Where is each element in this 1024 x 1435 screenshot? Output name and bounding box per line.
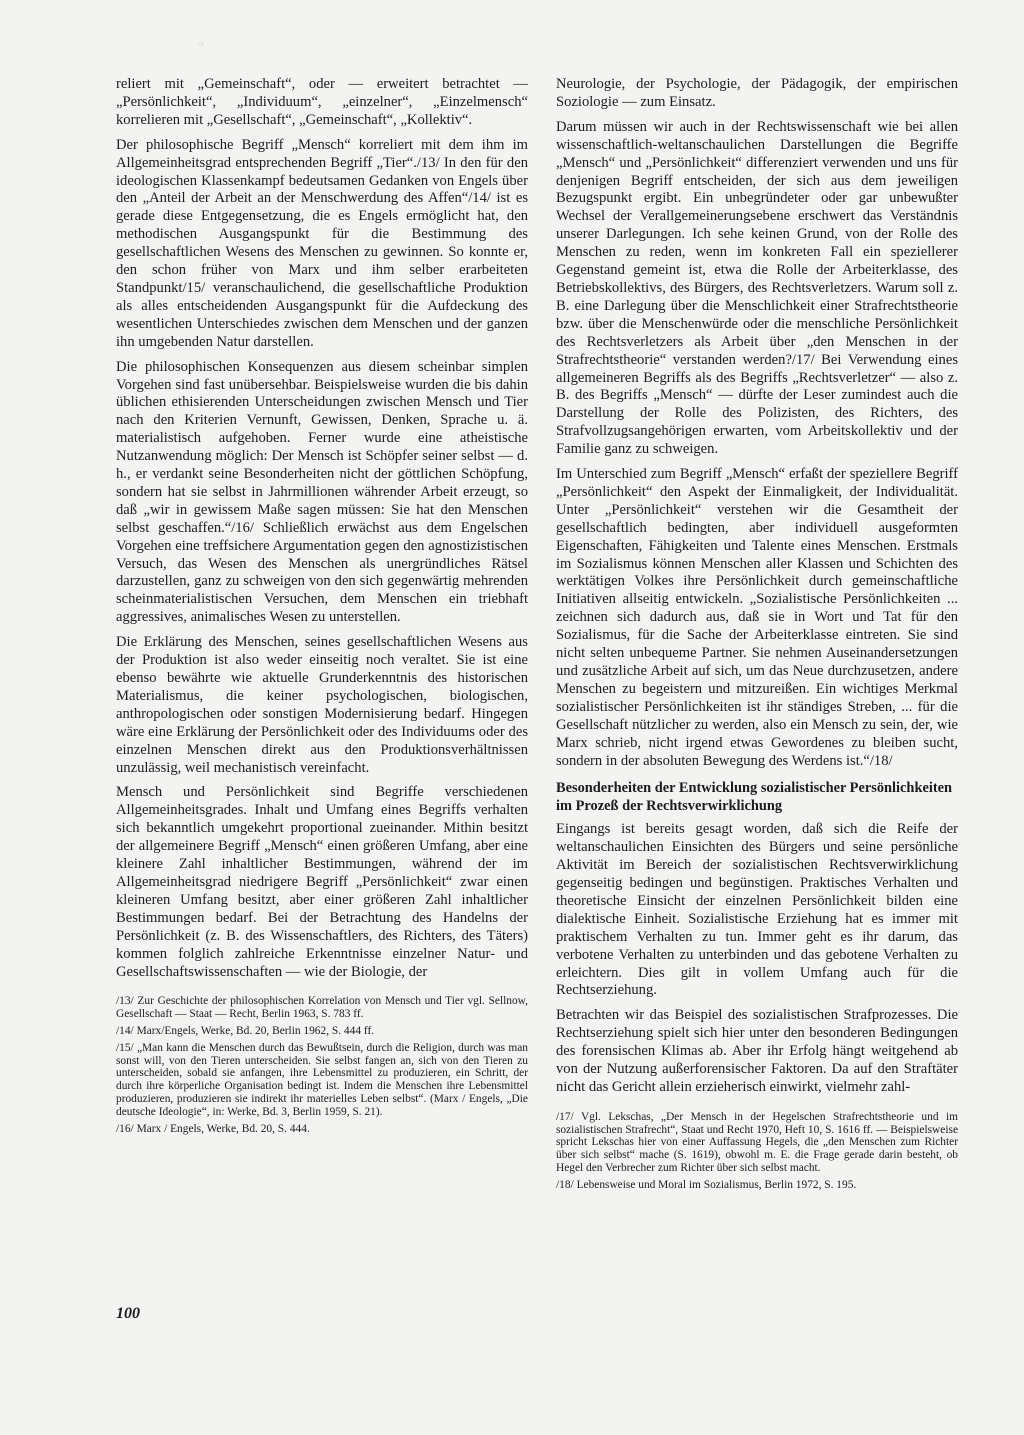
body-paragraph: Eingangs ist bereits gesagt worden, daß sich die Reife der weltanschaulichen Einsichten des Bürgers und seine persönliche Aktivität im Bereich der sozialistischen Rechtsverwirklichung gegenseitig bedingen und begünstigen. Praktisches Verhalten und theoretische Einsicht der einzelnen Persönlichkeit bilden eine dialektische Einheit. Sozialistische Erziehung hat es immer mit praktischem Verhalten zu tun. Immer geht es ihr darum, das verbotene Verhalten zu unterbinden und das gebotene Verhalten zu erleichtern. Dies gilt in vollem Umfang auch für die Rechtserziehung. — [556, 821, 958, 999]
body-paragraph: Der philosophische Begriff „Mensch“ korreliert mit dem ihm im Allgemeinheitsgrad entsprechenden Begriff „Tier“./13/ In den für den ideologischen Klassenkampf bedeutsamen Gedanken von Engels über den „Anteil der Arbeit an der Menschwerdung des Affen“/14/ ist es gerade diese Entgegensetzung, die es Engels ermöglicht hat, den methodischen Ausgangspunkt für die Bestimmung des gesellschaftlichen Wesens des Menschen zu gewinnen. So konnte er, den schon früher von Marx und ihm selber erarbeiteten Standpunkt/15/ veranschaulichend, die gesellschaftliche Produktion als alles entscheidenden Ausgangspunkt für die Aufdeckung des wesentlichen Unterschiedes zwischen dem Menschen und der ganzen ihn umgebenden Natur darstellen. — [116, 136, 528, 350]
left-column — [116, 76, 528, 1139]
footnote: /17/ Vgl. Lekschas, „Der Mensch in der Hegelschen Strafrechtstheorie und im sozialistischen Strafrecht“, Staat und Recht 1970, Heft 10, S. 1616 ff. — Beispielsweise spricht Lekschas hier von einer Auffassung Hegels, die „den Menschen zum Richter über sich selbst“ mache (S. 1619), obwohl m. E. die Frage gerade darin besteht, ob Hegel den Verbrecher zum Richter über sich selbst macht. — [556, 1110, 958, 1175]
footnotes-right — [556, 1111, 958, 1192]
right-column — [556, 76, 958, 1196]
footnote: /15/ „Man kann die Menschen durch das Bewußtsein, durch die Religion, durch was man sonst will, von den Tieren unterscheiden. Sie selbst fangen an, sich von den Tieren zu unterscheiden, sobald sie anfangen, ihre Lebensmittel zu produzieren, ein Schritt, der durch ihre körperliche Organisation bedingt ist. Indem die Menschen ihre Lebensmittel produzieren, produzieren sie indirekt ihr materielles Leben selbst“. (Marx / Engels, „Die deutsche Ideologie“, in: Werke, Bd. 3, Berlin 1959, S. 21). — [116, 1041, 528, 1118]
body-paragraph: Die Erklärung des Menschen, seines gesellschaftlichen Wesens aus der Produktion ist also weder einseitig noch veraltet. Sie ist eine ebenso bewährte wie aktuelle Grunderkenntnis des historischen Materialismus, die keiner psychologischen, biologischen, anthropologischen oder sonstigen Modernisierung bedarf. Hingegen wäre eine Erklärung der Persönlichkeit oder des Individuums oder des einzelnen Menschen direkt aus den Produktionsverhältnissen unzulässig, weil mechanistisch vereinfacht. — [116, 634, 528, 776]
footnote: /16/ Marx / Engels, Werke, Bd. 20, S. 444. — [116, 1122, 310, 1135]
body-paragraph: Betrachten wir das Beispiel des sozialistischen Strafprozesses. Die Rechtserziehung spielt sich hier unter den besonderen Bedingungen des forensischen Klimas ab. Aber ihr Erfolg hängt weitgehend ab von der Nutzung außerforensischer Faktoren. Da auf den Straftäter nicht das Gericht allein erzieherisch einwirkt, vielmehr zahl- — [556, 1007, 958, 1095]
body-paragraph: reliert mit „Gemeinschaft“, oder — erweitert betrachtet — „Persönlichkeit“, „Individuum“, „einzelner“, „Einzelmensch“ korrelieren mit „Gesellschaft“, „Gemeinschaft“, „Kollektiv“. — [116, 76, 528, 128]
body-paragraph: Die philosophischen Konsequenzen aus diesem scheinbar simplen Vorgehen sind fast unübersehbar. Beispielsweise wurden die bis dahin üblichen ethisierenden Unterscheidungen zwischen Mensch und Tier nach den Kriterien Vernunft, Gewissen, Denken, Sprache u. ä. materialistisch aufgehoben. Ferner wurde eine atheistische Nutzanwendung möglich: Der Mensch ist Schöpfer seiner selbst — d. h., er verdankt seine Besonderheiten nicht der göttlichen Schöpfung, sondern hat sie selbst in Jahrmillionen währender Arbeit erzeugt, so daß „wir in gewissem Maße sagen müssen: Sie hat den Menschen selbst geschaffen.“/16/ Schließlich erwächst aus dem Engelschen Vorgehen eine treffsichere Argumentation gegen den agnostizistischen Versuch, das Wesen des Menschen als unergründliches Rätsel darzustellen, ganz zu schweigen von den sich gegenwärtig mehrenden scheinmaterialistischen Versuchen, dem Menschen ein triebhaft aggressives, animalisches Wesen zu unterstellen. — [116, 358, 528, 626]
scan-speck: ◌ — [198, 38, 204, 48]
body-paragraph: Darum müssen wir auch in der Rechtswissenschaft wie bei allen wissenschaftlich-weltanschaulichen Darstellungen die Begriffe „Mensch“ und „Persönlichkeit“ differenziert verwenden und uns für denjenigen Begriff entscheiden, der sich aus dem jeweiligen Bezugspunkt ergibt. Ein unbegründeter oder gar unbewußter Wechsel der Verallgemeinerungsebene erschwert das Verständnis unserer Darlegungen. Ich sehe keinen Grund, von der Rolle des Menschen zu reden, wenn im konkreten Fall ein speziellerer Gegenstand gemeint ist, etwa die Rolle der Arbeiterklasse, des Betriebskollektivs, des Bürgers, des Rechtsverletzers. Warum soll z. B. eine Darlegung über die Menschlichkeit einer Strafrechtstheorie bzw. über die Menschenwürde oder die menschliche Persönlichkeit des Rechtsverletzers als Arbeit über „den Menschen in der Strafrechtstheorie“ verstanden werden?/17/ Bei Verwendung eines allgemeineren Begriffs als des Begriffs „Rechtsverletzer“ — also z. B. des Begriffs „Mensch“ — dürfte der Leser zumindest auch die Darstellung der Rolle des Polizisten, des Richters, des Strafvollzugsangehörigen erwarten, vom Arbeitskollektiv und der Familie ganz zu schweigen. — [556, 118, 958, 458]
body-paragraph: Im Unterschied zum Begriff „Mensch“ erfaßt der speziellere Begriff „Persönlichkeit“ den Aspekt der Einmaligkeit, der Individualität. Unter „Persönlichkeit“ verstehen wir die Gesamtheit der gesellschaftlich bedingten, aber individuell ausgeformten Eigenschaften, Fähigkeiten und Talente eines Menschen. Erstmals im Sozialismus können Menschen aller Klassen und Schichten des werktätigen Volkes ihre Persönlichkeit durch gemeinschaftliche Initiativen allseitig entwickeln. „Sozialistische Persönlichkeiten ... zeichnen sich dadurch aus, daß sie in Wort und Tat für den Sozialismus, für die Sache der Arbeiterklasse eintreten. Sie sind nicht selten unbequeme Partner. Sie nehmen Auseinandersetzungen und zusätzliche Arbeit auf sich, um das Neue durchzusetzen, andere Menschen zu begeistern und mitzureißen. Ein wichtiges Merkmal sozialistischer Persönlichkeiten ist ihr ständiges Streben, ... für die Gesellschaft nützlicher zu werden, also ein Mensch zu sein, der, wie Marx schrieb, nicht irgend etwas Gewordenes zu bleiben sucht, sondern in der absoluten Bewegung des Werdens ist.“/18/ — [556, 466, 958, 769]
page-number: 100 — [116, 1305, 140, 1322]
body-paragraph: Neurologie, der Psychologie, der Pädagogik, der empirischen Soziologie — zum Einsatz. — [556, 76, 958, 110]
footnote: /13/ Zur Geschichte der philosophischen Korrelation von Mensch und Tier vgl. Sellnow, Gesellschaft — Staat — Recht, Berlin 1963, S. 783 ff. — [116, 995, 528, 1021]
body-paragraph: Mensch und Persönlichkeit sind Begriffe verschiedenen Allgemeinheitsgrades. Inhalt und Umfang eines Begriffs verhalten sich bekanntlich umgekehrt proportional zueinander. Mithin besitzt der allgemeinere Begriff „Mensch“ einen größeren Umfang, aber eine kleinere Zahl inhaltlicher Bestimmungen, während der im Allgemeinheitsgrad niedrigere Begriff „Persönlichkeit“ zwar einen kleineren Umfang besitzt, aber einer größeren Zahl inhaltlicher Bestimmungen bedarf. Bei der Betrachtung des Handelns der Persönlichkeit (z. B. des Wissenschaftlers, des Richters, des Täters) kommen folglich zahlreiche Erkenntnisse einzelner Natur- und Gesellschaftswissenschaften — wie der Biologie, der — [116, 784, 528, 980]
footnote: /14/ Marx/Engels, Werke, Bd. 20, Berlin 1962, S. 444 ff. — [116, 1025, 375, 1037]
section-heading: Besonderheiten der Entwicklung sozialistischer Persönlichkeiten im Prozeß der Rechtsverwirklichung — [556, 780, 953, 814]
footnotes-left — [116, 995, 528, 1135]
footnote: /18/ Lebensweise und Moral im Sozialismus, Berlin 1972, S. 195. — [556, 1178, 857, 1191]
